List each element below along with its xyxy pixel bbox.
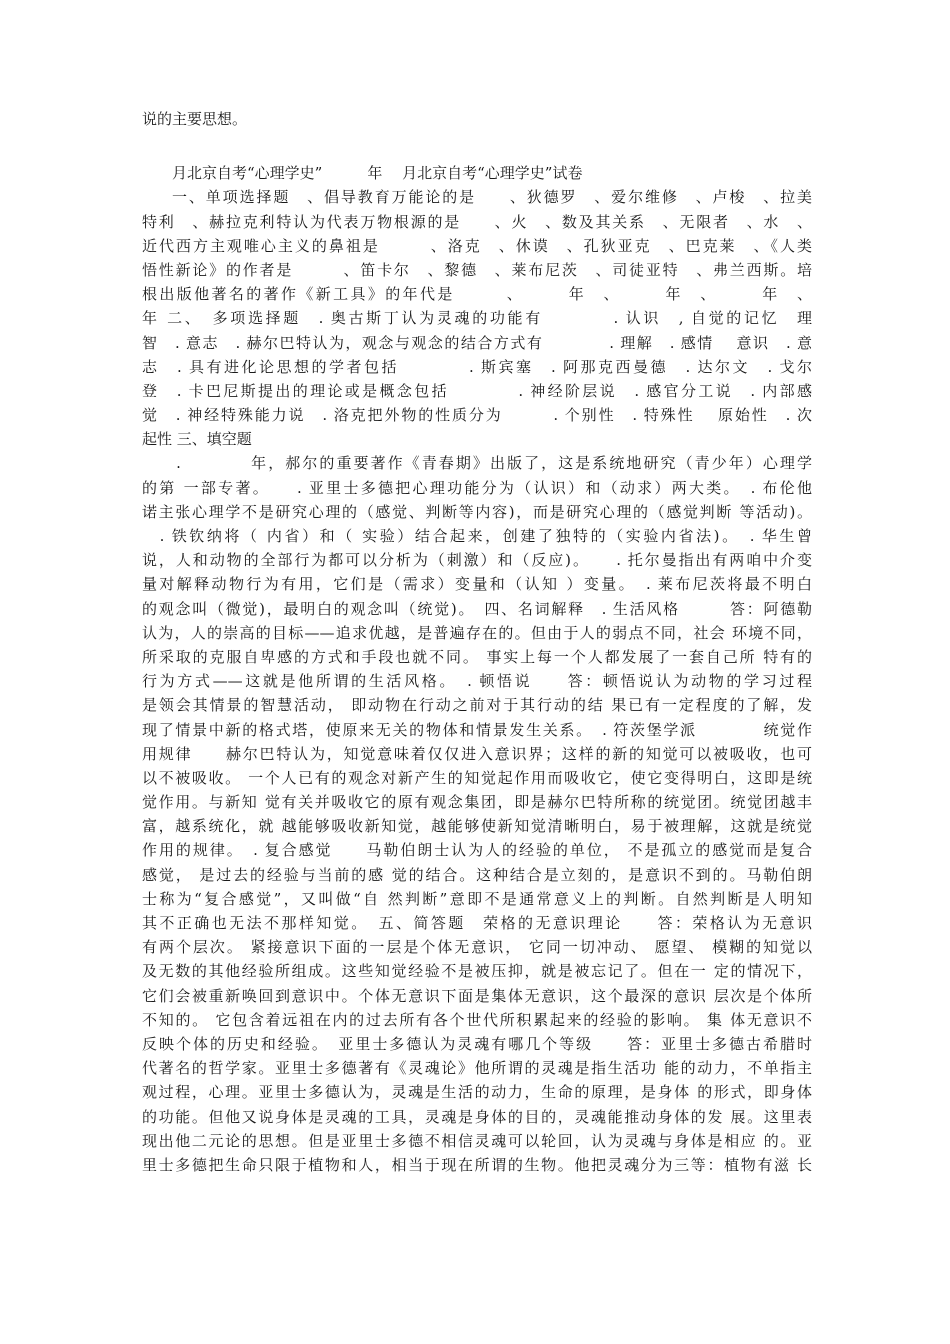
body-line: 有两个层次。 紧接意识下面的一层是个体无意识， 它同一切冲动、 愿望、 模糊的知觉以 (142, 938, 812, 957)
body-line: 以不被吸收。 一个人已有的观念对新产生的知觉起作用而吸收它，使它变得明白，这即是统 (142, 768, 812, 787)
body-line: 志 . 具有进化论思想的学者包括 . 斯宾塞 . 阿那克西曼德 . 达尔文 . 戈尔 (142, 357, 812, 376)
body-line: 年 二、 多项选择题 . 奥古斯丁认为灵魂的功能有 . 认识 , 自觉的记忆 理 (142, 309, 812, 328)
body-line: 智 . 意志 . 赫尔巴特认为，观念与观念的结合方式有 . 理解 . 感情 意识 . 意 (142, 333, 812, 352)
body-line: 所采取的克服自卑感的方式和手段也就不同。 事实上每一个人都发展了一套自己所 特有的 (142, 647, 812, 666)
body-line: . 铁钦纳将（ 内省）和（ 实验）结合起来，创建了独特的（实验内省法)。 . 华生曾 (142, 527, 812, 545)
body-line: 觉 . 神经特殊能力说 . 洛克把外物的性质分为 . 个别性 . 特殊性 原始性 . 次 (142, 406, 812, 425)
body-line: 及无数的其他经验所组成。这些知觉经验不是被压抑，就是被忘记了。但在一 定的情况下， (142, 962, 812, 981)
body-line: 作用的规律。 . 复合感觉 马勒伯朗士认为人的经验的单位， 不是孤立的感觉而是复合 (142, 841, 812, 860)
body-line: 代著名的哲学家。亚里士多德著有《灵魂论》他所谓的灵魂是指生活功 能的动力，不单指主 (142, 1059, 812, 1078)
body-line: 其不正确也无法不那样知觉。 五、简答题 荣格的无意识理论 答：荣格认为无意识 (142, 914, 812, 932)
body-line: 行为方式——这就是他所谓的生活风格。 . 顿悟说 答：顿悟说认为动物的学习过程 (142, 672, 812, 691)
body-line: 是领会其情景的智慧活动， 即动物在行动之前对于其行动的结 果已有一定程度的了解，发 (142, 696, 812, 715)
document-body (142, 185, 812, 1177)
body-line: 现了情景中新的格式塔，使原来无关的物体和情景发生关系。 . 符茨堡学派 统觉作 (142, 720, 812, 739)
body-line: 悟性新论》的作者是 、笛卡尔 、黎德 、莱布尼茨 、司徒亚特 、弗兰西斯。培 (142, 260, 812, 279)
body-line: 的功能。但他又说身体是灵魂的工具，灵魂是身体的目的，灵魂能推动身体的发 展。这里表 (142, 1107, 812, 1126)
body-line: 的观念叫（微觉)，最明白的观念叫（统觉)。 四、名词解释 . 生活风格 答：阿德勒 (142, 599, 812, 618)
body-line: 近代西方主观唯心主义的鼻祖是 、洛克 、休谟 、孔狄亚克 、巴克莱 、《人类 (142, 236, 812, 255)
body-line: 特利 、赫拉克利特认为代表万物根源的是 、火 、数及其关系 、无限者 、水 、 (142, 212, 812, 231)
body-line: 用规律 赫尔巴特认为，知觉意味着仅仅进入意识界；这样的新的知觉可以被吸收，也可 (142, 744, 812, 763)
body-line: 诺主张心理学不是研究心理的（感觉、判断等内容)，而是研究心理的（感觉判断 等活动)。 (142, 502, 812, 521)
body-line: 富，越系统化，就 越能够吸收新知觉，越能够使新知觉清晰明白，易于被理解，这就是统觉 (142, 817, 812, 836)
body-line: 认为，人的崇高的目标——追求优越，是普遍存在的。但由于人的弱点不同，社会 环境不同， (142, 623, 812, 642)
document-page (142, 107, 812, 1177)
body-line: 说，人和动物的全部行为都可以分析为（刺激）和（反应)。 . 托尔曼指出有两咱中介变 (142, 551, 812, 570)
body-line: . 年，郝尔的重要著作《青春期》出版了，这是系统地研究（青少年）心理学 (142, 454, 812, 473)
body-line: 现出他二元论的思想。但是亚里士多德不相信灵魂可以轮回，认为灵魂与身体是相应 的。亚 (142, 1131, 812, 1150)
body-line: 里士多德把生命只限于植物和人，相当于现在所谓的生物。他把灵魂分为三等：植物有滋 长 (142, 1155, 812, 1174)
body-line: 士称为“复合感觉”，又叫做“自 然判断”意即不是通常意义上的判断。自然判断是人明知 (142, 889, 812, 908)
body-line: 感觉， 是过去的经验与当前的感 觉的结合。这种结合是立刻的，是意识不到的。马勒伯朗 (142, 865, 812, 884)
body-line: 一、单项选择题 、倡导教育万能论的是 、狄德罗 、爱尔维修 、卢梭 、拉美 (172, 188, 812, 207)
body-line: 登 . 卡巴尼斯提出的理论或是概念包括 . 神经阶层说 . 感官分工说 . 内部感 (142, 381, 812, 400)
body-line: 不知的。 它包含着远祖在内的过去所有各个世代所积累起来的经验的影响。 集 体无意识不 (142, 1010, 812, 1029)
paragraph-gap (142, 131, 812, 161)
body-line: 反映个体的历史和经验。 亚里士多德认为灵魂有哪几个等级 答：亚里士多德古希腊时 (142, 1034, 812, 1053)
body-line: 起性 三、填空题 (142, 430, 252, 449)
intro-line: 说的主要思想。 (142, 110, 248, 128)
body-line: 觉作用。与新知 觉有关并吸收它的原有观念集团，即是赫尔巴特所称的统觉团。统觉团越丰 (142, 793, 812, 812)
body-line: 观过程，心理。亚里士多德认为，灵魂是生活的动力，生命的原理，是身体 的形式，即身体 (142, 1083, 812, 1102)
body-line: 它们会被重新唤回到意识中。个体无意识下面是集体无意识，这个最深的意识 层次是个体所 (142, 986, 812, 1005)
body-line: 根出版他著名的著作《新工具》的年代是 、 年 、 年 、 年 、 (142, 285, 812, 304)
body-line: 量对解释动物行为有用，它们是（需求）变量和（认知 ）变量。 . 莱布尼茨将最不明白 (142, 575, 812, 594)
body-line: 的第 一部专著。 . 亚里士多德把心理功能分为（认识）和（动求）两大类。 . 布伦他 (142, 478, 812, 497)
exam-title-line: 月北京自考“心理学史” 年 月北京自考“心理学史”试卷 (172, 164, 583, 183)
